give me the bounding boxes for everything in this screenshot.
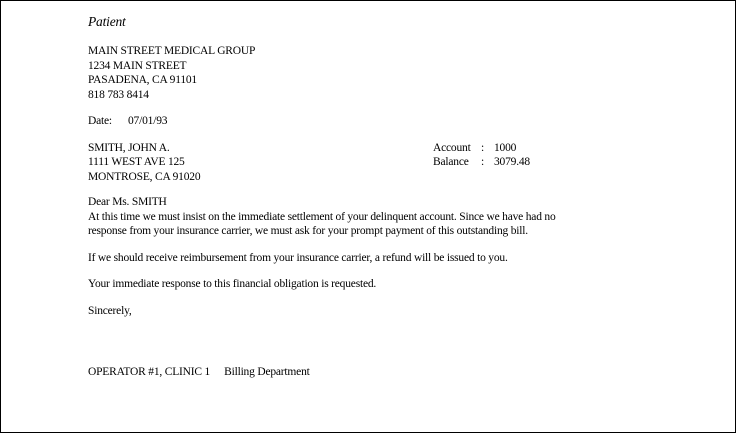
salutation: Dear Ms. SMITH bbox=[88, 196, 167, 208]
signature-operator: OPERATOR #1, CLINIC 1 bbox=[88, 366, 211, 378]
account-summary bbox=[433, 141, 530, 170]
signature-line bbox=[88, 365, 688, 380]
date-line bbox=[88, 114, 688, 129]
sender-city: PASADENA, CA 91101 bbox=[88, 74, 197, 86]
account-line bbox=[433, 141, 530, 156]
account-separator: : bbox=[481, 141, 484, 154]
balance-separator: : bbox=[481, 156, 484, 168]
balance-label: Balance bbox=[433, 156, 469, 168]
sender-phone: 818 783 8414 bbox=[88, 88, 149, 101]
balance-line bbox=[433, 155, 530, 170]
account-label: Account bbox=[433, 141, 471, 154]
paragraph-1 bbox=[88, 210, 688, 239]
paragraph-1-line-1: At this time we must insist on the immediate settlement of your delinquent account. Since we have had no bbox=[88, 210, 556, 223]
recipient-block bbox=[88, 141, 688, 185]
recipient-street: 1111 WEST AVE 125 bbox=[88, 156, 185, 168]
closing: Sincerely, bbox=[88, 304, 132, 317]
signature-department: Billing Department bbox=[224, 366, 310, 378]
balance-value: 3079.48 bbox=[494, 156, 530, 168]
account-value: 1000 bbox=[494, 141, 517, 154]
sender-address bbox=[88, 44, 688, 102]
letter-body bbox=[88, 14, 688, 380]
paragraph-2: If we should receive reimbursement from your insurance carrier, a refund will be issued to you. bbox=[88, 251, 508, 264]
sender-name: MAIN STREET MEDICAL GROUP bbox=[88, 45, 256, 57]
date-label: Date: bbox=[88, 115, 112, 127]
recipient-name: SMITH, JOHN A. bbox=[88, 141, 170, 154]
recipient-city: MONTROSE, CA 91020 bbox=[88, 170, 201, 183]
paragraph-3: Your immediate response to this financial obligation is requested. bbox=[88, 278, 377, 290]
date-value: 07/01/93 bbox=[128, 115, 168, 127]
document-heading: Patient bbox=[88, 14, 126, 29]
paragraph-1-line-2: response from your insurance carrier, we must ask for your prompt payment of this outstanding bill. bbox=[88, 225, 528, 237]
sender-street: 1234 MAIN STREET bbox=[88, 59, 187, 72]
